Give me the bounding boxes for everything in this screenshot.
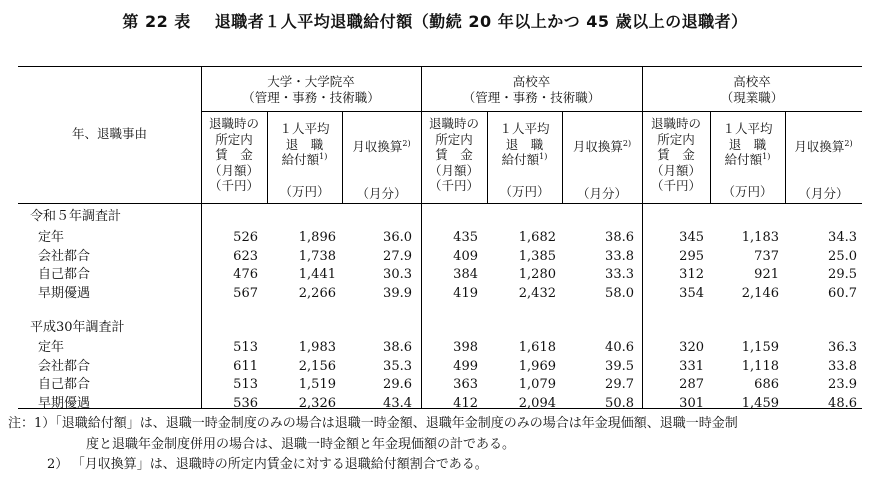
table-cell: 611 [233, 358, 258, 374]
header-line [342, 139, 421, 155]
table-cell: 409 [453, 248, 478, 264]
table-bottom-border [18, 408, 862, 409]
table-cell: 23.9 [828, 377, 857, 392]
header-line [267, 152, 342, 168]
page-title [0, 9, 870, 32]
header-line: １人平均 [499, 121, 550, 136]
table-cell: 1,079 [518, 377, 556, 392]
monthly-conversion-column-header [785, 139, 862, 201]
header-line: 退職時の [650, 116, 701, 131]
table-cell: 29.6 [383, 377, 412, 392]
table-cell: 1,159 [741, 340, 779, 355]
table-cell: 2,146 [741, 285, 779, 301]
table-cell: 1,618 [518, 340, 556, 355]
table-cell: 345 [679, 230, 704, 245]
header-line [562, 139, 642, 155]
header-bottom-border [18, 203, 862, 204]
table-cell: 29.7 [605, 377, 634, 392]
table-cell: 513 [233, 340, 258, 355]
table-cell: 40.6 [605, 340, 634, 355]
table-cell: 33.8 [605, 248, 634, 264]
header-line: 退 職 [285, 136, 324, 152]
group-divider-line [201, 111, 862, 112]
footnote-2 [47, 456, 488, 474]
footnote-marker: 2） [47, 457, 69, 472]
unit-label: （千円） [208, 178, 259, 193]
table-cell: 1,983 [298, 340, 336, 355]
header-line: 退職時の [428, 116, 479, 131]
table-cell: 384 [453, 267, 478, 282]
table-cell: 43.4 [383, 395, 412, 411]
table-cell: 1,441 [298, 267, 336, 282]
footnote-marker: 注：1） [8, 416, 56, 431]
header-text: 月収換算 [572, 139, 623, 154]
avg-benefit-column-header [710, 121, 785, 199]
header-line: １人平均 [722, 121, 773, 136]
table-cell: 36.3 [828, 340, 857, 355]
header-text: 月収換算 [352, 139, 403, 154]
table-cell: 686 [754, 377, 779, 392]
table-cell: 1,896 [298, 230, 336, 245]
header-text: 給付額 [281, 152, 320, 167]
table-number: 第 22 表 [122, 12, 191, 31]
table-cell: 419 [453, 285, 478, 301]
footnote-marker: 1) [319, 152, 328, 161]
table-cell: 499 [453, 358, 478, 374]
header-text: 給付額 [724, 152, 763, 167]
footnote-text: 「月収換算」は、退職時の所定内賃金に対する退職給付額割合である。 [78, 457, 488, 472]
table-cell: 30.3 [383, 267, 412, 282]
header-line: （月額） [428, 162, 479, 178]
header-text: 給付額 [501, 152, 540, 167]
footnote-1 [8, 415, 738, 433]
wage-column-header [642, 116, 710, 194]
wage-column-header [201, 116, 267, 194]
header-line [487, 152, 562, 168]
table-cell: 50.8 [605, 395, 634, 411]
row-label: 自己都合 [38, 267, 91, 282]
row-label: 定年 [38, 340, 65, 355]
table-cell: 1,459 [741, 395, 779, 411]
unit-label: （万円） [722, 183, 773, 199]
footnote-text: 度と退職年金制度併用の場合は、退職一時金額と年金現価額の計である。 [86, 437, 516, 452]
row-label: 早期優遇 [38, 285, 91, 301]
table-cell: 921 [754, 267, 779, 282]
table-cell: 2,094 [518, 395, 556, 411]
unit-label: （万円） [499, 183, 550, 199]
table-cell: 60.7 [828, 285, 857, 301]
wage-column-header [421, 116, 487, 194]
table-cell: 295 [679, 248, 704, 264]
group-title: 大学・大学院卒 [267, 74, 355, 89]
table-cell: 33.8 [828, 358, 857, 374]
unit-label: （月分） [356, 185, 407, 201]
monthly-conversion-column-header [342, 139, 421, 201]
table-top-border [18, 66, 862, 67]
table-cell: 36.0 [383, 230, 412, 245]
row-label-header: 年、退職事由 [71, 126, 147, 141]
table-cell: 48.6 [828, 395, 857, 411]
table-cell: 1,738 [298, 248, 336, 264]
table-cell: 526 [233, 230, 258, 245]
table-cell: 435 [453, 230, 478, 245]
section-title: 令和５年調査計 [30, 209, 122, 224]
group-subtitle: （管理・事務・技術職） [242, 89, 380, 105]
header-text: 月収換算 [794, 139, 845, 154]
row-label: 会社都合 [38, 248, 91, 264]
table-cell: 398 [453, 340, 478, 355]
header-line: １人平均 [279, 121, 330, 136]
header-line: （月額） [650, 162, 701, 178]
table-cell: 1,280 [518, 267, 556, 282]
header-line: （月額） [208, 162, 259, 178]
table-cell: 34.3 [828, 230, 857, 245]
header-line: 退 職 [728, 136, 767, 152]
header-line: 賃 金 [657, 147, 695, 162]
row-label: 自己都合 [38, 377, 91, 392]
unit-label: （月分） [798, 185, 849, 201]
table-cell: 536 [233, 395, 258, 411]
unit-label: （万円） [279, 183, 330, 199]
table-cell: 623 [233, 248, 258, 264]
table-cell: 39.5 [605, 358, 634, 374]
table-cell: 25.0 [828, 248, 857, 264]
table-cell: 312 [679, 267, 704, 282]
table-cell: 1,385 [518, 248, 556, 264]
table-cell: 1,183 [741, 230, 779, 245]
header-line: 賃 金 [435, 147, 473, 162]
monthly-conversion-column-header [562, 139, 642, 201]
table-cell: 331 [679, 358, 704, 374]
table-title: 退職者１人平均退職給付額（勤続 20 年以上かつ 45 歳以上の退職者） [214, 12, 748, 31]
table-cell: 1,969 [518, 358, 556, 374]
footnote-text: 「退職給付額」は、退職一時金制度のみの場合は退職一時金額、退職年金制度のみの場合は年金現価額、退職一時金制 [55, 416, 738, 431]
table-cell: 476 [233, 267, 258, 282]
group-header-highschool-field [642, 74, 862, 105]
row-label: 早期優遇 [38, 395, 91, 411]
group-subtitle: （管理・事務・技術職） [462, 89, 601, 105]
table-cell: 27.9 [383, 248, 412, 264]
table-cell: 301 [679, 395, 704, 411]
table-cell: 38.6 [383, 340, 412, 355]
footnote-marker: 2) [844, 139, 853, 148]
unit-label: （千円） [650, 178, 701, 193]
header-line: 退 職 [505, 136, 544, 152]
row-label: 会社都合 [38, 358, 91, 374]
table-cell: 320 [679, 340, 704, 355]
table-cell: 1,519 [298, 377, 336, 392]
group-header-university [201, 74, 421, 105]
header-line [710, 152, 785, 168]
group-title: 高校卒 [733, 74, 771, 89]
table-cell: 33.3 [605, 267, 634, 282]
unit-label: （月分） [576, 185, 627, 201]
table-cell: 737 [754, 248, 779, 264]
group-subtitle: （現業職） [720, 89, 784, 105]
table-cell: 1,682 [518, 230, 556, 245]
group-header-highschool-office [421, 74, 642, 105]
table-cell: 513 [233, 377, 258, 392]
avg-benefit-column-header [267, 121, 342, 199]
table-cell: 29.5 [828, 267, 857, 282]
table-cell: 2,266 [298, 285, 336, 301]
group-title: 高校卒 [512, 74, 551, 89]
section-title: 平成30年調査計 [30, 320, 125, 335]
table-cell: 354 [679, 285, 704, 301]
header-line: 所定内 [435, 131, 473, 147]
avg-benefit-column-header [487, 121, 562, 199]
unit-label: （千円） [428, 178, 479, 193]
table-cell: 38.6 [605, 230, 634, 245]
header-line: 所定内 [657, 131, 695, 147]
header-line: 所定内 [215, 131, 253, 147]
table-cell: 2,432 [518, 285, 556, 301]
table-cell: 58.0 [605, 285, 634, 301]
table-cell: 2,156 [298, 358, 336, 374]
table-cell: 287 [679, 377, 704, 392]
table-cell: 1,118 [741, 358, 779, 374]
row-label: 定年 [38, 230, 65, 245]
header-line: 賃 金 [215, 147, 253, 162]
footnote-1-continued [86, 436, 515, 454]
footnote-marker: 1) [762, 152, 771, 161]
footnote-marker: 1) [539, 152, 548, 161]
table-cell: 35.3 [383, 358, 412, 374]
table-cell: 39.9 [383, 285, 412, 301]
table-cell: 2,326 [298, 395, 336, 411]
table-cell: 412 [453, 395, 478, 411]
footnote-marker: 2) [402, 139, 411, 148]
header-line [785, 139, 862, 155]
footnote-marker: 2) [622, 139, 632, 148]
table-cell: 363 [453, 377, 478, 392]
table-cell: 567 [233, 285, 258, 301]
header-line: 退職時の [208, 116, 259, 131]
